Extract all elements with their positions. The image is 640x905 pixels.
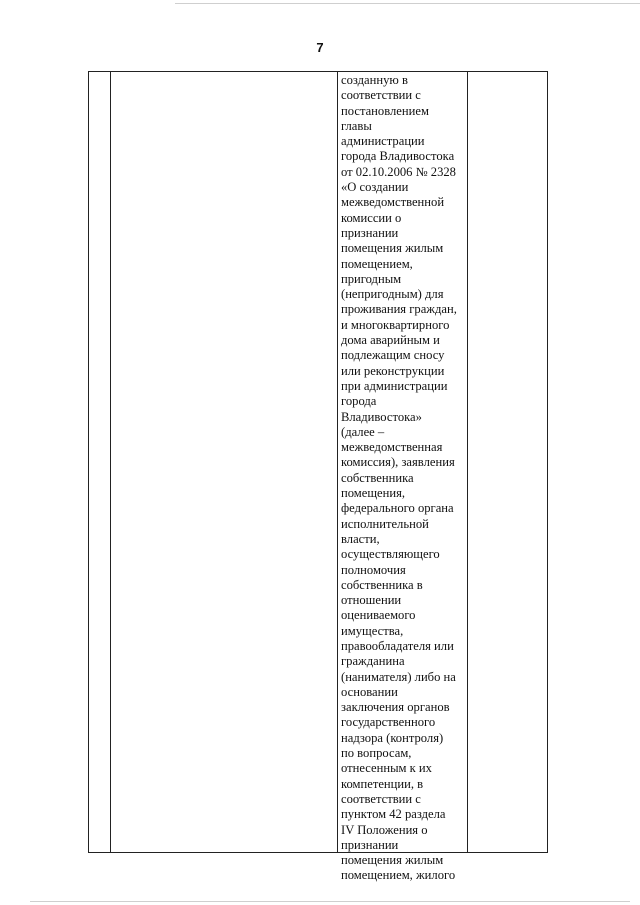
scan-line-bottom bbox=[30, 901, 630, 902]
table-cell-text: созданную в соответствии с постановлением главы администрации города Владивостока от 02.10.2006 № 2328 «О создании межведомственной комиссии о признании помещения жилым помещением, пригодным (непригодным) для проживания граждан, и многоквартирного дома аварийным и подлежащим сносу или реконструкции при администрации города Владивостока» (далее – межведомственная комиссия), заявления собственника помещения, федерального органа исполнительной власти, осуществляющего полномочия собственника в отношении оцениваемого имущества, правообладателя или гражданина (нанимателя) либо на основании заключения органов государственного надзора (контроля) по вопросам, отнесенным к их компетенции, в соответствии с пунктом 42 раздела IV Положения о признании помещения жилым помещением, жилого bbox=[341, 73, 457, 883]
document-table bbox=[88, 71, 548, 853]
page-number: 7 bbox=[316, 40, 324, 55]
scan-line-top bbox=[175, 3, 640, 4]
table-column-2 bbox=[110, 72, 338, 852]
table-column-1 bbox=[89, 72, 111, 852]
